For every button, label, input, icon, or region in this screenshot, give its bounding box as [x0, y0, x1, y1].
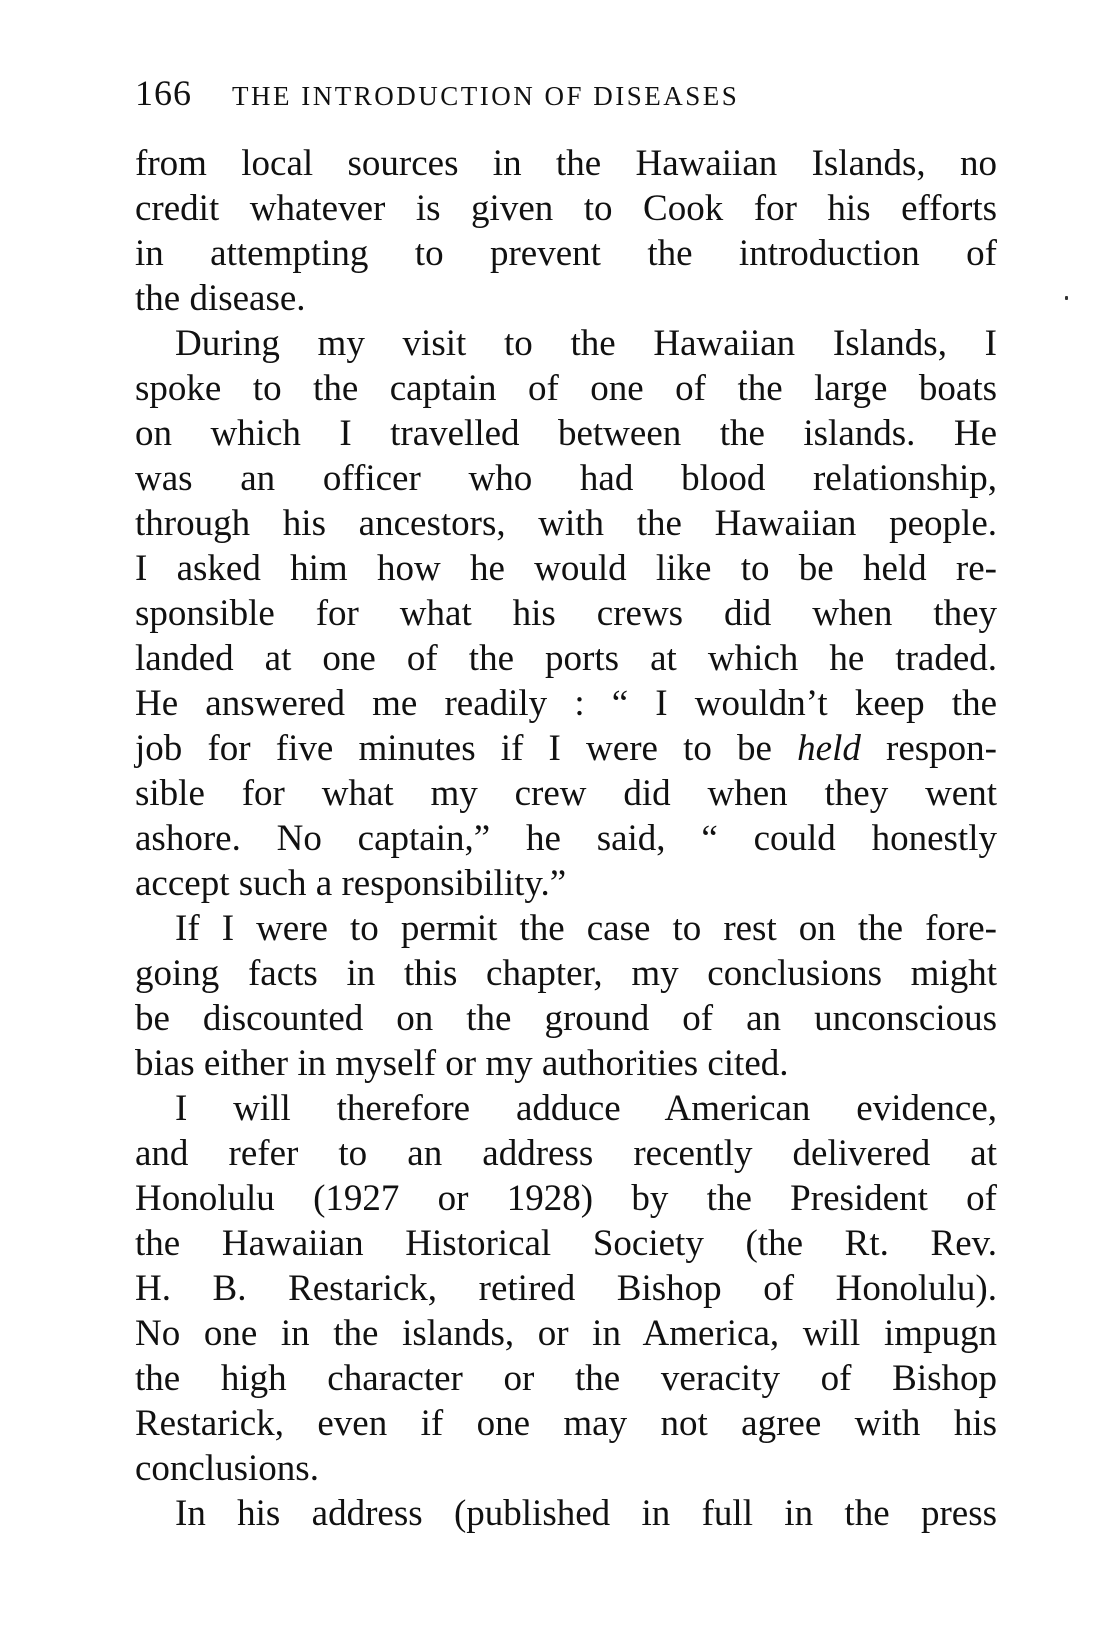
text-segment: job for five minutes if I were to be [135, 728, 798, 769]
text-line: from local sources in the Hawaiian Islands, no [135, 143, 997, 184]
text-line: credit whatever is given to Cook for his efforts [135, 188, 997, 229]
running-title: THE INTRODUCTION OF DISEASES [232, 81, 740, 111]
text-line: in attempting to prevent the introduction of [135, 233, 997, 274]
text-line: be discounted on the ground of an unconscious [135, 998, 997, 1039]
text-line: the disease. [135, 278, 306, 319]
text-line: and refer to an address recently delivered at [135, 1133, 997, 1174]
text-line: I will therefore adduce American evidence, [175, 1088, 997, 1129]
text-line: H. B. Restarick, retired Bishop of Honolulu). [135, 1268, 997, 1309]
text-line: conclusions. [135, 1448, 319, 1489]
text-line: the high character or the veracity of Bishop [135, 1358, 997, 1399]
text-line: sible for what my crew did when they went [135, 773, 997, 814]
text-line: Honolulu (1927 or 1928) by the President of [135, 1178, 997, 1219]
running-head [135, 72, 995, 116]
text-line: He answered me readily : “ I wouldn’t keep the [135, 683, 997, 724]
text-line: through his ancestors, with the Hawaiian people. [135, 503, 997, 544]
text-line: bias either in myself or my authorities cited. [135, 1043, 789, 1084]
text-line: spoke to the captain of one of the large boats [135, 368, 997, 409]
text-line: Restarick, even if one may not agree with his [135, 1403, 997, 1444]
text-line: No one in the islands, or in America, will impugn [135, 1313, 997, 1354]
text-line-with-italic [135, 726, 997, 771]
text-line: If I were to permit the case to rest on the fore- [175, 908, 997, 949]
text-line: going facts in this chapter, my conclusions might [135, 953, 997, 994]
text-line: sponsible for what his crews did when they [135, 593, 997, 634]
print-speck [1065, 296, 1068, 300]
text-line: was an officer who had blood relationship, [135, 458, 997, 499]
page-number: 166 [135, 73, 192, 113]
text-line: on which I travelled between the islands. He [135, 413, 997, 454]
text-line: the Hawaiian Historical Society (the Rt. Rev. [135, 1223, 997, 1264]
body-text [135, 141, 997, 1536]
text-line: landed at one of the ports at which he traded. [135, 638, 997, 679]
text-segment: respon- [860, 728, 997, 769]
text-line: In his address (published in full in the press [175, 1493, 997, 1534]
text-line: ashore. No captain,” he said, “ could honestly [135, 818, 997, 859]
text-line: I asked him how he would like to be held re- [135, 548, 997, 589]
italic-word: held [797, 728, 861, 769]
text-line: accept such a responsibility.” [135, 863, 567, 904]
text-line: During my visit to the Hawaiian Islands, I [175, 323, 997, 364]
